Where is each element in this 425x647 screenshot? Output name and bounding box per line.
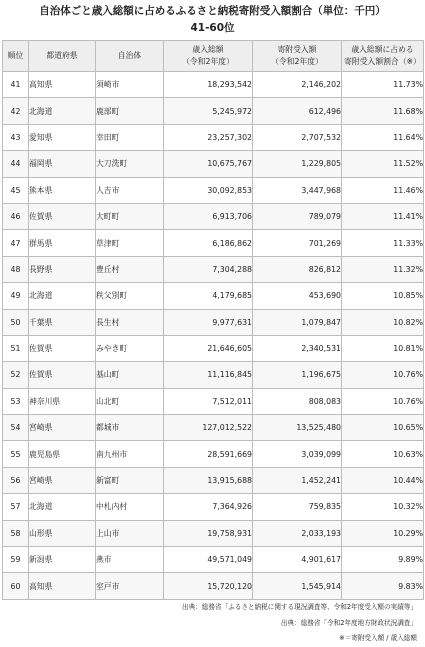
table-header-row: [3, 41, 424, 72]
table-row: [3, 388, 424, 414]
cell-rank: 45: [3, 177, 29, 203]
header-ratio: [342, 41, 424, 72]
header-donations: [253, 41, 342, 72]
header-ratio-line2: 寄附受入額割合（※）: [344, 57, 421, 66]
cell-ratio: 11.73%: [342, 72, 424, 98]
table-row: [3, 362, 424, 388]
cell-municipality: 山北町: [96, 388, 164, 414]
page-title: 自治体ごと歳入総額に占めるふるさと納税寄附受入額割合（単位：千円）: [39, 5, 386, 17]
cell-donations: 1,545,914: [253, 573, 342, 599]
cell-prefecture: 北海道: [29, 98, 96, 124]
cell-rank: 42: [3, 98, 29, 124]
cell-rank: 41: [3, 72, 29, 98]
cell-ratio: 10.65%: [342, 415, 424, 441]
cell-donations: 1,196,675: [253, 362, 342, 388]
cell-rank: 50: [3, 309, 29, 335]
cell-municipality: 鹿部町: [96, 98, 164, 124]
cell-donations: 808,083: [253, 388, 342, 414]
cell-prefecture: 神奈川県: [29, 388, 96, 414]
cell-municipality: みやき町: [96, 335, 164, 361]
cell-ratio: 11.32%: [342, 256, 424, 282]
cell-municipality: 豊丘村: [96, 256, 164, 282]
table-row: [3, 177, 424, 203]
cell-donations: 789,079: [253, 203, 342, 229]
cell-revenue: 15,720,120: [164, 573, 253, 599]
cell-rank: 47: [3, 230, 29, 256]
cell-rank: 53: [3, 388, 29, 414]
cell-ratio: 10.44%: [342, 467, 424, 493]
cell-donations: 2,146,202: [253, 72, 342, 98]
cell-rank: 54: [3, 415, 29, 441]
table-row: [3, 203, 424, 229]
cell-ratio: 10.82%: [342, 309, 424, 335]
cell-municipality: 上山市: [96, 520, 164, 546]
table-body: [3, 72, 424, 600]
cell-ratio: 9.83%: [342, 573, 424, 599]
cell-revenue: 10,675,767: [164, 151, 253, 177]
cell-donations: 1,079,847: [253, 309, 342, 335]
cell-ratio: 11.52%: [342, 151, 424, 177]
cell-donations: 4,901,617: [253, 547, 342, 573]
table-row: [3, 415, 424, 441]
cell-ratio: 10.32%: [342, 494, 424, 520]
cell-ratio: 10.76%: [342, 362, 424, 388]
cell-rank: 52: [3, 362, 29, 388]
cell-donations: 2,033,193: [253, 520, 342, 546]
cell-revenue: 9,977,631: [164, 309, 253, 335]
cell-prefecture: 高知県: [29, 72, 96, 98]
table-row: [3, 467, 424, 493]
cell-municipality: 長生村: [96, 309, 164, 335]
cell-municipality: 燕市: [96, 547, 164, 573]
cell-revenue: 49,571,049: [164, 547, 253, 573]
cell-rank: 58: [3, 520, 29, 546]
header-revenue: [164, 41, 253, 72]
header-revenue-line1: 歳入総額: [192, 45, 224, 54]
cell-ratio: 10.85%: [342, 283, 424, 309]
cell-prefecture: 宮崎県: [29, 415, 96, 441]
cell-rank: 55: [3, 441, 29, 467]
cell-prefecture: 愛知県: [29, 124, 96, 150]
cell-municipality: 室戸市: [96, 573, 164, 599]
cell-donations: 13,525,480: [253, 415, 342, 441]
cell-donations: 453,690: [253, 283, 342, 309]
header-municipality: 自治体: [96, 41, 164, 72]
table-row: [3, 309, 424, 335]
cell-municipality: 南九州市: [96, 441, 164, 467]
cell-ratio: 11.64%: [342, 124, 424, 150]
cell-municipality: 基山町: [96, 362, 164, 388]
cell-prefecture: 長野県: [29, 256, 96, 282]
cell-donations: 826,812: [253, 256, 342, 282]
cell-revenue: 23,257,302: [164, 124, 253, 150]
cell-prefecture: 福岡県: [29, 151, 96, 177]
cell-prefecture: 北海道: [29, 494, 96, 520]
cell-revenue: 21,646,605: [164, 335, 253, 361]
cell-ratio: 10.63%: [342, 441, 424, 467]
cell-rank: 57: [3, 494, 29, 520]
header-prefecture: 都道府県: [29, 41, 96, 72]
cell-prefecture: 新潟県: [29, 547, 96, 573]
cell-municipality: 幸田町: [96, 124, 164, 150]
cell-prefecture: 高知県: [29, 573, 96, 599]
cell-revenue: 18,293,542: [164, 72, 253, 98]
cell-rank: 49: [3, 283, 29, 309]
cell-donations: 2,340,531: [253, 335, 342, 361]
cell-revenue: 5,245,972: [164, 98, 253, 124]
table-row: [3, 494, 424, 520]
ranking-table: [2, 40, 424, 600]
cell-rank: 59: [3, 547, 29, 573]
header-donations-line2: （令和2年度）: [271, 57, 323, 66]
cell-revenue: 28,591,669: [164, 441, 253, 467]
cell-municipality: 中札内村: [96, 494, 164, 520]
cell-municipality: 都城市: [96, 415, 164, 441]
cell-prefecture: 佐賀県: [29, 335, 96, 361]
cell-revenue: 6,186,862: [164, 230, 253, 256]
cell-prefecture: 山形県: [29, 520, 96, 546]
cell-prefecture: 熊本県: [29, 177, 96, 203]
cell-rank: 51: [3, 335, 29, 361]
cell-ratio: 9.89%: [342, 547, 424, 573]
table-row: [3, 520, 424, 546]
cell-municipality: 大町町: [96, 203, 164, 229]
cell-prefecture: 千葉県: [29, 309, 96, 335]
cell-revenue: 7,304,288: [164, 256, 253, 282]
source-note-1: 出典：総務省「ふるさと納税に関する現況調査等、令和2年度受入額の実績等」: [182, 603, 417, 611]
cell-ratio: 10.81%: [342, 335, 424, 361]
table-row: [3, 230, 424, 256]
cell-revenue: 7,364,926: [164, 494, 253, 520]
cell-revenue: 7,512,011: [164, 388, 253, 414]
cell-municipality: 大刀洗町: [96, 151, 164, 177]
cell-municipality: 新富町: [96, 467, 164, 493]
cell-donations: 1,229,805: [253, 151, 342, 177]
cell-revenue: 6,913,706: [164, 203, 253, 229]
cell-donations: 759,835: [253, 494, 342, 520]
cell-prefecture: 鹿児島県: [29, 441, 96, 467]
header-donations-line1: 寄附受入額: [277, 45, 317, 54]
cell-donations: 2,707,532: [253, 124, 342, 150]
table-row: [3, 283, 424, 309]
cell-ratio: 11.41%: [342, 203, 424, 229]
ratio-footnote: ※＝寄附受入額 / 歳入総額: [339, 634, 417, 642]
cell-rank: 44: [3, 151, 29, 177]
header-ratio-line1: 歳入総額に占める: [351, 45, 414, 54]
cell-municipality: 草津町: [96, 230, 164, 256]
table-row: [3, 72, 424, 98]
cell-rank: 60: [3, 573, 29, 599]
cell-rank: 43: [3, 124, 29, 150]
cell-rank: 56: [3, 467, 29, 493]
cell-prefecture: 宮崎県: [29, 467, 96, 493]
cell-ratio: 10.76%: [342, 388, 424, 414]
cell-revenue: 127,012,522: [164, 415, 253, 441]
cell-revenue: 11,116,845: [164, 362, 253, 388]
cell-donations: 3,447,968: [253, 177, 342, 203]
table-row: [3, 98, 424, 124]
header-revenue-line2: （令和2年度）: [182, 57, 234, 66]
cell-municipality: 秩父別町: [96, 283, 164, 309]
table-row: [3, 441, 424, 467]
cell-prefecture: 北海道: [29, 283, 96, 309]
cell-revenue: 13,915,688: [164, 467, 253, 493]
cell-municipality: 人吉市: [96, 177, 164, 203]
cell-revenue: 19,758,931: [164, 520, 253, 546]
table-row: [3, 256, 424, 282]
page-subtitle: 41-60位: [190, 22, 235, 34]
cell-prefecture: 群馬県: [29, 230, 96, 256]
cell-revenue: 4,179,685: [164, 283, 253, 309]
cell-rank: 48: [3, 256, 29, 282]
cell-ratio: 10.29%: [342, 520, 424, 546]
cell-municipality: 須崎市: [96, 72, 164, 98]
source-note-2: 出典：総務省「令和2年度地方財政状況調査」: [280, 619, 417, 627]
cell-prefecture: 佐賀県: [29, 362, 96, 388]
table-row: [3, 547, 424, 573]
table-row: [3, 151, 424, 177]
cell-revenue: 30,092,853: [164, 177, 253, 203]
cell-donations: 3,039,099: [253, 441, 342, 467]
cell-ratio: 11.46%: [342, 177, 424, 203]
cell-donations: 701,269: [253, 230, 342, 256]
cell-prefecture: 佐賀県: [29, 203, 96, 229]
header-rank: 順位: [3, 41, 29, 72]
cell-rank: 46: [3, 203, 29, 229]
table-row: [3, 335, 424, 361]
cell-donations: 612,496: [253, 98, 342, 124]
cell-ratio: 11.68%: [342, 98, 424, 124]
table-row: [3, 124, 424, 150]
table-row: [3, 573, 424, 599]
cell-ratio: 11.33%: [342, 230, 424, 256]
cell-donations: 1,452,241: [253, 467, 342, 493]
